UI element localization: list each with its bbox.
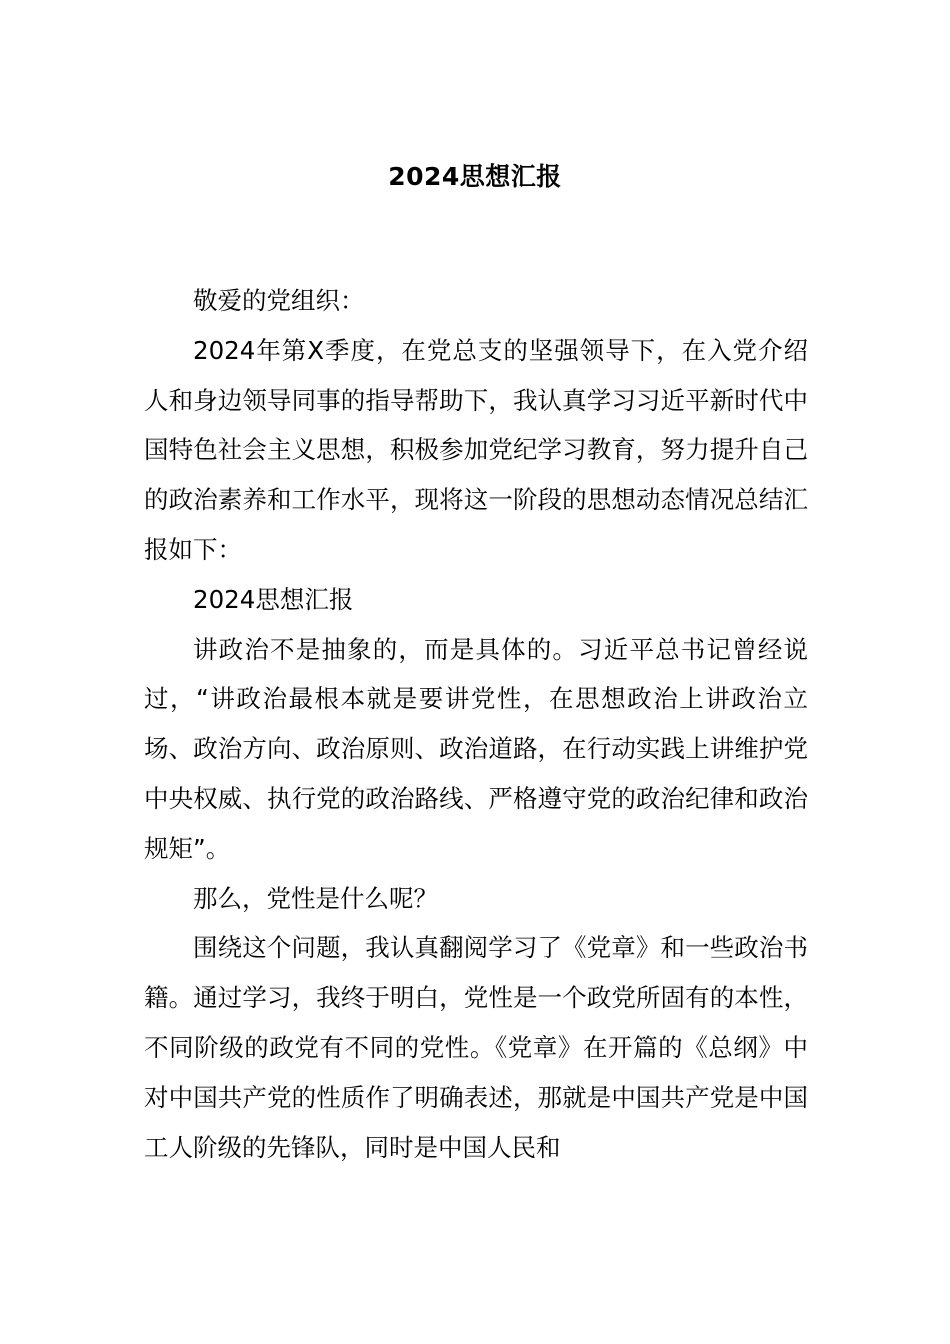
paragraph: 围绕这个问题，我认真翻阅学习了《党章》和一些政治书籍。通过学习，我终于明白，党性是一个政党所固有的本性，不同阶级的政党有不同的党性。《党章》在开篇的《总纲》中对中国共产党的性质作了明确表述，那就是中国共产党是中国工人阶级的先锋队，同时是中国人民和 <box>144 933 808 1162</box>
section-heading: 2024思想汇报 <box>193 584 354 614</box>
paragraph: 2024年第X季度，在党总支的坚强领导下，在入党介绍人和身边领导同事的指导帮助下，我认真学习习近平新时代中国特色社会主义思想，积极参加党纪学习教育，努力提升自己的政治素养和工作水平，现将这一阶段的思想动态情况总结汇报如下： <box>144 335 808 564</box>
document-body <box>144 276 808 1172</box>
document-title: 2024思想汇报 <box>388 162 562 191</box>
paragraph: 讲政治不是抽象的，而是具体的。习近平总书记曾经说过，“讲政治最根本就是要讲党性，在思想政治上讲政治立场、政治方向、政治原则、政治道路，在行动实践上讲维护党中央权威、执行党的政治路线、严格遵守党的政治纪律和政治规矩”。 <box>144 634 808 863</box>
salutation: 敬爱的党组织： <box>193 286 365 315</box>
paragraph: 那么，党性是什么呢？ <box>193 883 438 913</box>
